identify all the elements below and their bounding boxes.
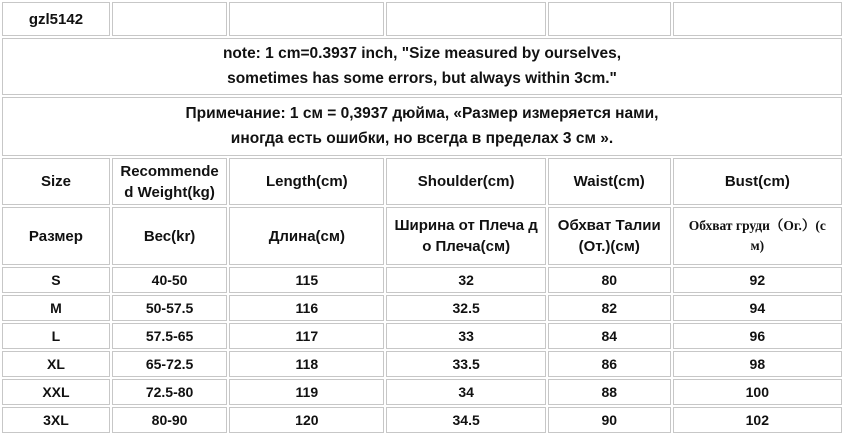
length-cell: 120 <box>229 407 384 433</box>
table-row-3xl <box>2 407 842 433</box>
header-bust: Bust(cm) <box>673 158 842 205</box>
table-row-l <box>2 323 842 349</box>
header-length: Length(cm) <box>229 158 384 205</box>
header-shoulder: Shoulder(cm) <box>386 158 545 205</box>
empty-cell <box>112 2 227 36</box>
empty-cell <box>386 2 545 36</box>
note-english: note: 1 cm=0.3937 inch, "Size measured by ourselves, sometimes has some errors, but always within 3cm." <box>2 38 842 95</box>
bust-cell: 92 <box>673 267 842 293</box>
shoulder-cell: 34.5 <box>386 407 545 433</box>
table-row-xxl <box>2 379 842 405</box>
bust-cell: 100 <box>673 379 842 405</box>
table-row-m <box>2 295 842 321</box>
weight-cell: 80-90 <box>112 407 227 433</box>
empty-cell <box>673 2 842 36</box>
header-ru-size: Размер <box>2 207 110 265</box>
shoulder-cell: 32.5 <box>386 295 545 321</box>
header-weight: Recommende d Weight(kg) <box>112 158 227 205</box>
waist-cell: 82 <box>548 295 671 321</box>
size-cell: M <box>2 295 110 321</box>
shoulder-cell: 33 <box>386 323 545 349</box>
weight-cell: 57.5-65 <box>112 323 227 349</box>
waist-cell: 86 <box>548 351 671 377</box>
header-ru-weight: Вес(kr) <box>112 207 227 265</box>
waist-cell: 88 <box>548 379 671 405</box>
bust-cell: 98 <box>673 351 842 377</box>
size-cell: XXL <box>2 379 110 405</box>
note-russian: Примечание: 1 см = 0,3937 дюйма, «Размер измеряется нами, иногда есть ошибки, но всегда в пределах 3 см ». <box>2 97 842 156</box>
header-ru-waist: Обхват Талии (От.)(см) <box>548 207 671 265</box>
header-ru-bust: Обхват груди（Ог.）(с м) <box>673 207 842 265</box>
product-code: gzl5142 <box>2 2 110 36</box>
length-cell: 119 <box>229 379 384 405</box>
empty-cell <box>229 2 384 36</box>
shoulder-cell: 32 <box>386 267 545 293</box>
waist-cell: 84 <box>548 323 671 349</box>
length-cell: 117 <box>229 323 384 349</box>
length-cell: 115 <box>229 267 384 293</box>
empty-cell <box>548 2 671 36</box>
weight-cell: 50-57.5 <box>112 295 227 321</box>
bust-cell: 94 <box>673 295 842 321</box>
length-cell: 116 <box>229 295 384 321</box>
header-ru-length: Длина(см) <box>229 207 384 265</box>
bust-cell: 96 <box>673 323 842 349</box>
product-code-row <box>2 2 842 36</box>
note-row-english <box>2 38 842 95</box>
table-row-s <box>2 267 842 293</box>
header-size: Size <box>2 158 110 205</box>
size-cell: S <box>2 267 110 293</box>
length-cell: 118 <box>229 351 384 377</box>
table-row-xl <box>2 351 842 377</box>
weight-cell: 72.5-80 <box>112 379 227 405</box>
header-row-english <box>2 158 842 205</box>
header-row-russian <box>2 207 842 265</box>
shoulder-cell: 34 <box>386 379 545 405</box>
bust-cell: 102 <box>673 407 842 433</box>
waist-cell: 80 <box>548 267 671 293</box>
shoulder-cell: 33.5 <box>386 351 545 377</box>
note-row-russian <box>2 97 842 156</box>
waist-cell: 90 <box>548 407 671 433</box>
weight-cell: 65-72.5 <box>112 351 227 377</box>
header-ru-shoulder: Ширина от Плеча д о Плеча(см) <box>386 207 545 265</box>
weight-cell: 40-50 <box>112 267 227 293</box>
size-cell: L <box>2 323 110 349</box>
size-cell: 3XL <box>2 407 110 433</box>
header-waist: Waist(cm) <box>548 158 671 205</box>
size-cell: XL <box>2 351 110 377</box>
